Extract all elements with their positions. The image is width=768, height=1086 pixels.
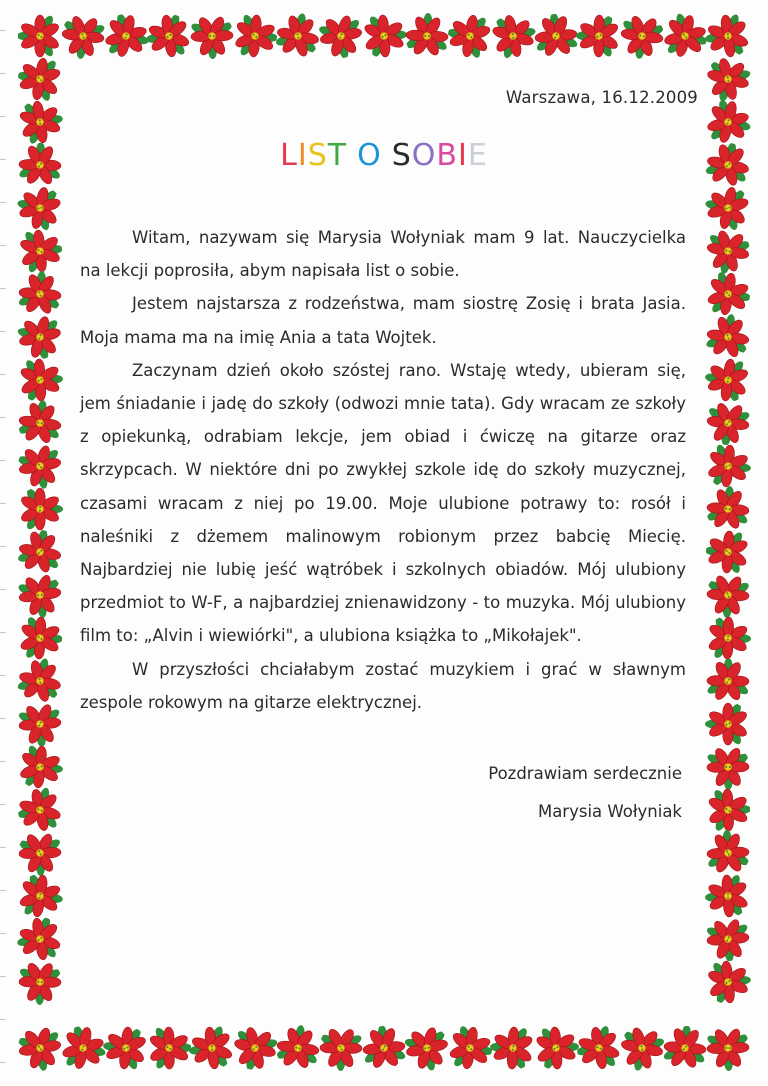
margin-tick: [0, 804, 6, 805]
title-letter: E: [467, 138, 488, 173]
margin-tick: [0, 632, 6, 633]
margin-tick: [0, 30, 6, 31]
margin-tick: [0, 460, 6, 461]
margin-tick: [0, 1019, 6, 1020]
margin-tick: [0, 976, 6, 977]
margin-tick: [0, 890, 6, 891]
poinsettia-icon: [704, 915, 752, 963]
poinsettia-icon: [700, 223, 756, 279]
margin-tick: [0, 116, 6, 117]
letter-body: [80, 221, 686, 719]
margin-tick: [0, 245, 6, 246]
title-letter: S: [391, 138, 412, 173]
margin-tick: [0, 546, 6, 547]
margin-tick: [0, 374, 6, 375]
margin-tick: [0, 1062, 6, 1063]
title-letter: B: [436, 138, 458, 173]
margin-tick: [0, 761, 6, 762]
title-letter: [347, 138, 357, 173]
title-letter: O: [411, 138, 437, 173]
margin-tick: [0, 417, 6, 418]
paragraph-family: Jestem najstarsza z rodzeństwa, mam siostrę Zosię i brata Jasia. Moja mama ma na imię Ania a tata Wojtek.: [80, 294, 686, 347]
margin-tick: [0, 718, 6, 719]
margin-tick: [0, 202, 6, 203]
letter-closing: Pozdrawiam serdecznie: [488, 764, 682, 783]
margin-tick: [0, 589, 6, 590]
title-letter: T: [327, 138, 348, 173]
paragraph-intro: Witam, nazywam się Marysia Wołyniak mam 9 lat. Nauczycielka na lekcji poprosiła, abym napisała list o sobie.: [80, 228, 686, 281]
letter-signature: Marysia Wołyniak: [537, 802, 682, 821]
poinsettia-icon: [10, 952, 70, 1012]
title-letter: L: [280, 138, 298, 173]
margin-tick: [0, 933, 6, 934]
margin-tick: [0, 288, 6, 289]
margin-tick: [0, 847, 6, 848]
poinsettia-icon: [705, 787, 751, 833]
poinsettia-icon: [698, 1018, 759, 1079]
title-letter: S: [307, 138, 328, 173]
margin-tick: [0, 675, 6, 676]
title-letter: [382, 138, 392, 173]
margin-tick: [0, 503, 6, 504]
paragraph-daily-life: Zaczynam dzień około szóstej rano. Wstaję wtedy, ubieram się, jem śniadanie i jadę do szkoły (odwozi mnie tata). Gdy wracam ze szkoły z opiekunką, odrabiam lekcje, jem obiad i ćwiczę na gitarze oraz skrzypcach. W niektóre dni po zwykłej szkole idę do szkoły muzycznej, czasami wracam z niej po 19.00. Moje ulubione potrawy to: rosół i naleśniki z dżemem malinowym robionym przez babcię Miecię. Najbardziej nie lubię jeść wątróbek i szkolnych obiadów. Mój ulubiony przedmiot to W-F, a najbardziej znienawidzony - to muzyka. Mój ulubiony film to: „Alvin i wiewiórki", a ulubiona książka to „Mikołajek".: [80, 360, 686, 646]
paragraph-future: W przyszłości chciałabym zostać muzykiem i grać w sławnym zespole rokowym na gitarze elektrycznej.: [80, 659, 686, 712]
title-letter: I: [458, 138, 468, 173]
title-letter: O: [357, 138, 382, 173]
margin-tick: [0, 331, 6, 332]
letter-title: [0, 138, 768, 173]
letter-date: Warszawa, 16.12.2009: [505, 88, 698, 107]
margin-tick: [0, 73, 6, 74]
poinsettia-icon: [706, 659, 751, 704]
title-letter: I: [297, 138, 308, 173]
